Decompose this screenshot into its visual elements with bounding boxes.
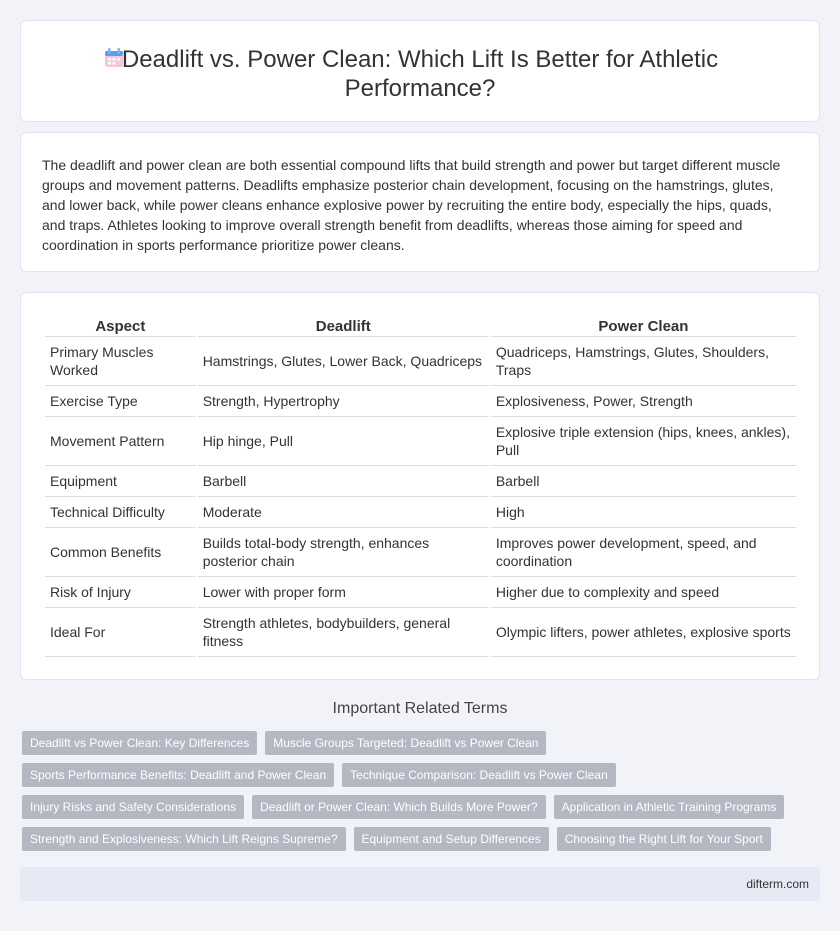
cell-aspect: Equipment — [45, 466, 196, 497]
cell-power-clean: Higher due to complexity and speed — [491, 577, 796, 608]
related-term-link[interactable]: Muscle Groups Targeted: Deadlift vs Power Clean — [265, 731, 546, 755]
cell-deadlift: Moderate — [198, 497, 489, 528]
cell-power-clean: Improves power development, speed, and coordination — [491, 528, 796, 577]
cell-deadlift: Barbell — [198, 466, 489, 497]
cell-deadlift: Strength athletes, bodybuilders, general fitness — [198, 608, 489, 657]
table-row — [45, 417, 796, 466]
cell-power-clean: Explosive triple extension (hips, knees, ankles), Pull — [491, 417, 796, 466]
related-term-link[interactable]: Sports Performance Benefits: Deadlift and Power Clean — [22, 763, 334, 787]
cell-deadlift: Lower with proper form — [198, 577, 489, 608]
tag-row — [22, 827, 812, 851]
footer — [20, 867, 820, 901]
cell-deadlift: Hip hinge, Pull — [198, 417, 489, 466]
related-term-link[interactable]: Choosing the Right Lift for Your Sport — [557, 827, 771, 851]
comparison-table — [43, 315, 798, 657]
intro-paragraph: The deadlift and power clean are both essential compound lifts that build strength and power but target different muscle groups and movement patterns. Deadlifts emphasize posterior chain development, focusing on the hamstrings, glutes, and lower back, while power cleans enhance explosive power by recruiting the entire body, especially the hips, quads, and traps. Athletes looking to improve overall strength benefit from deadlifts, whereas those aiming for speed and coordination in sports performance prioritize power cleans. — [42, 157, 781, 253]
table-row — [45, 608, 796, 657]
tag-row — [22, 731, 812, 755]
table-row — [45, 577, 796, 608]
cell-power-clean: Quadriceps, Hamstrings, Glutes, Shoulders, Traps — [491, 337, 796, 386]
related-term-link[interactable]: Equipment and Setup Differences — [354, 827, 549, 851]
cell-deadlift: Builds total-body strength, enhances posterior chain — [198, 528, 489, 577]
cell-power-clean: Olympic lifters, power athletes, explosive sports — [491, 608, 796, 657]
related-term-link[interactable]: Injury Risks and Safety Considerations — [22, 795, 244, 819]
intro-card — [20, 132, 820, 272]
cell-aspect: Exercise Type — [45, 386, 196, 417]
header-deadlift: Deadlift — [198, 315, 489, 337]
cell-aspect: Movement Pattern — [45, 417, 196, 466]
table-row — [45, 337, 796, 386]
table-row — [45, 466, 796, 497]
cell-aspect: Ideal For — [45, 608, 196, 657]
related-term-link[interactable]: Strength and Explosiveness: Which Lift Reigns Supreme? — [22, 827, 346, 851]
related-term-link[interactable]: Deadlift or Power Clean: Which Builds More Power? — [252, 795, 545, 819]
related-terms-list — [22, 731, 812, 859]
cell-aspect: Technical Difficulty — [45, 497, 196, 528]
cell-deadlift: Hamstrings, Glutes, Lower Back, Quadriceps — [198, 337, 489, 386]
header-aspect: Aspect — [45, 315, 196, 337]
title-card — [20, 20, 820, 122]
page-title: Deadlift vs. Power Clean: Which Lift Is Better for Athletic Performance? — [121, 46, 719, 102]
table-header-row — [45, 315, 796, 337]
related-term-link[interactable]: Deadlift vs Power Clean: Key Differences — [22, 731, 257, 755]
tag-row — [22, 763, 812, 787]
table-row — [45, 386, 796, 417]
header-power-clean: Power Clean — [491, 315, 796, 337]
tag-row — [22, 795, 812, 819]
cell-power-clean: High — [491, 497, 796, 528]
related-term-link[interactable]: Technique Comparison: Deadlift vs Power Clean — [342, 763, 615, 787]
related-terms-heading: Important Related Terms — [332, 700, 508, 717]
site-link[interactable]: difterm.com — [746, 877, 809, 891]
cell-power-clean: Explosiveness, Power, Strength — [491, 386, 796, 417]
comparison-card — [20, 292, 820, 680]
table-row — [45, 497, 796, 528]
cell-power-clean: Barbell — [491, 466, 796, 497]
table-row — [45, 528, 796, 577]
cell-aspect: Risk of Injury — [45, 577, 196, 608]
cell-deadlift: Strength, Hypertrophy — [198, 386, 489, 417]
cell-aspect: Primary Muscles Worked — [45, 337, 196, 386]
related-term-link[interactable]: Application in Athletic Training Programs — [554, 795, 785, 819]
cell-aspect: Common Benefits — [45, 528, 196, 577]
